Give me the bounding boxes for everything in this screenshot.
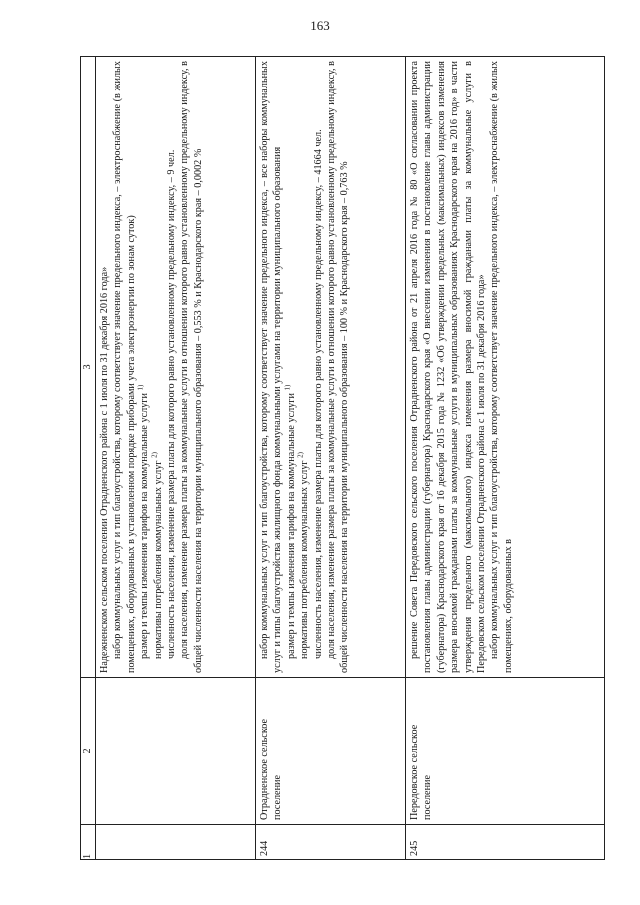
text-line: доля населения, изменение размера платы за коммунальные услуги в отношении которого равно установленному предельному индексу, в общей численности населения на территории муниципального образования – 0,553 % и Краснодарского края – 0,0002 %	[179, 61, 204, 673]
text-line: набор коммунальных услуг и тип благоустройства, которому соответствует значение предельного индекса, – электроснабжение (в жилых помещениях, оборудованных в	[489, 61, 514, 673]
text-line: нормативы потребления коммунальных услуг $^{2)}$	[296, 452, 311, 659]
header-col-1: 1	[81, 825, 96, 860]
text-line: численность населения, изменение размера платы для которого равно установленному предельному индексу, – 41664 чел.	[312, 129, 324, 659]
text-line: нормативы потребления коммунальных услуг $^{2)}$	[150, 452, 164, 659]
text-line: набор коммунальных услуг и тип благоустройства, которому соответствует значение предельного индекса, – электроснабжение (в жилых помещениях, оборудованных в установленном порядке приборами учета электроэнергии по зонам суток)	[112, 61, 137, 673]
settlement-name: Передовское сельское поселение	[406, 678, 605, 825]
data-table	[80, 56, 605, 860]
row-description	[96, 57, 256, 678]
page-number: 163	[310, 18, 330, 33]
header-col-2: 2	[81, 678, 96, 825]
settlement-name: Отрадненское сельское поселение	[256, 678, 406, 825]
table-row-244	[256, 57, 406, 860]
rotated-sheet	[80, 60, 605, 860]
text-line: Надежненском сельском поселении Отрадненского района с 1 июля по 31 декабря 2016 года»	[99, 266, 110, 673]
table-container	[80, 60, 605, 860]
table-row-continued	[96, 57, 256, 860]
header-row	[81, 57, 96, 860]
row-number: 245	[406, 825, 605, 860]
row-description	[406, 57, 605, 678]
row-number	[96, 825, 256, 860]
text-line: решение Совета Передовского сельского поселения Отрадненского района от 21 апреля 2016 года № 80 «О согласовании проекта постановления главы администрации (губернатора) Краснодарского края «О внесении изменения в постановление главы администрации (губернатора) Краснодарского края от 16 декабря 2015 года № 1232 «Об утверждении предельных (максимальных) индексов изменения размера вносимой гражданами платы за коммунальные услуги в муниципальных образованиях Краснодарского края на 2016 год» в части утверждения предельного (максимального) индекса изменения размера вносимой гражданами платы за коммунальные услуги в Передовском сельском поселении Отрадненского района с 1 июля по 31 декабря 2016 года»	[409, 61, 488, 673]
text-line: набор коммунальных услуг и тип благоустройства, которому соответствует значение предельного индекса, – все наборы коммунальных услуг и типы благоустройства жилищного фонда коммунальными услугами на территории муниципального образования	[259, 61, 284, 673]
row-description	[256, 57, 406, 678]
text-line: доля населения, изменение размера платы за коммунальные услуги в отношении которого равно установленному предельному индексу, в общей численности населения на территории муниципального образования – 100 % и Краснодарского края – 0,763 %	[326, 61, 351, 673]
text-line: размер и темпы изменения тарифов на коммунальные услуги $^{1)}$	[283, 384, 297, 659]
text-line: размер и темпы изменения тарифов на коммунальные услуги $^{1)}$	[136, 384, 151, 659]
text-line: численность населения, изменение размера платы для которого равно установленному предельному индексу, – 9 чел.	[166, 149, 178, 659]
row-number: 244	[256, 825, 406, 860]
settlement-name	[96, 678, 256, 825]
table-row-245	[406, 57, 605, 860]
header-col-3: 3	[81, 57, 96, 678]
